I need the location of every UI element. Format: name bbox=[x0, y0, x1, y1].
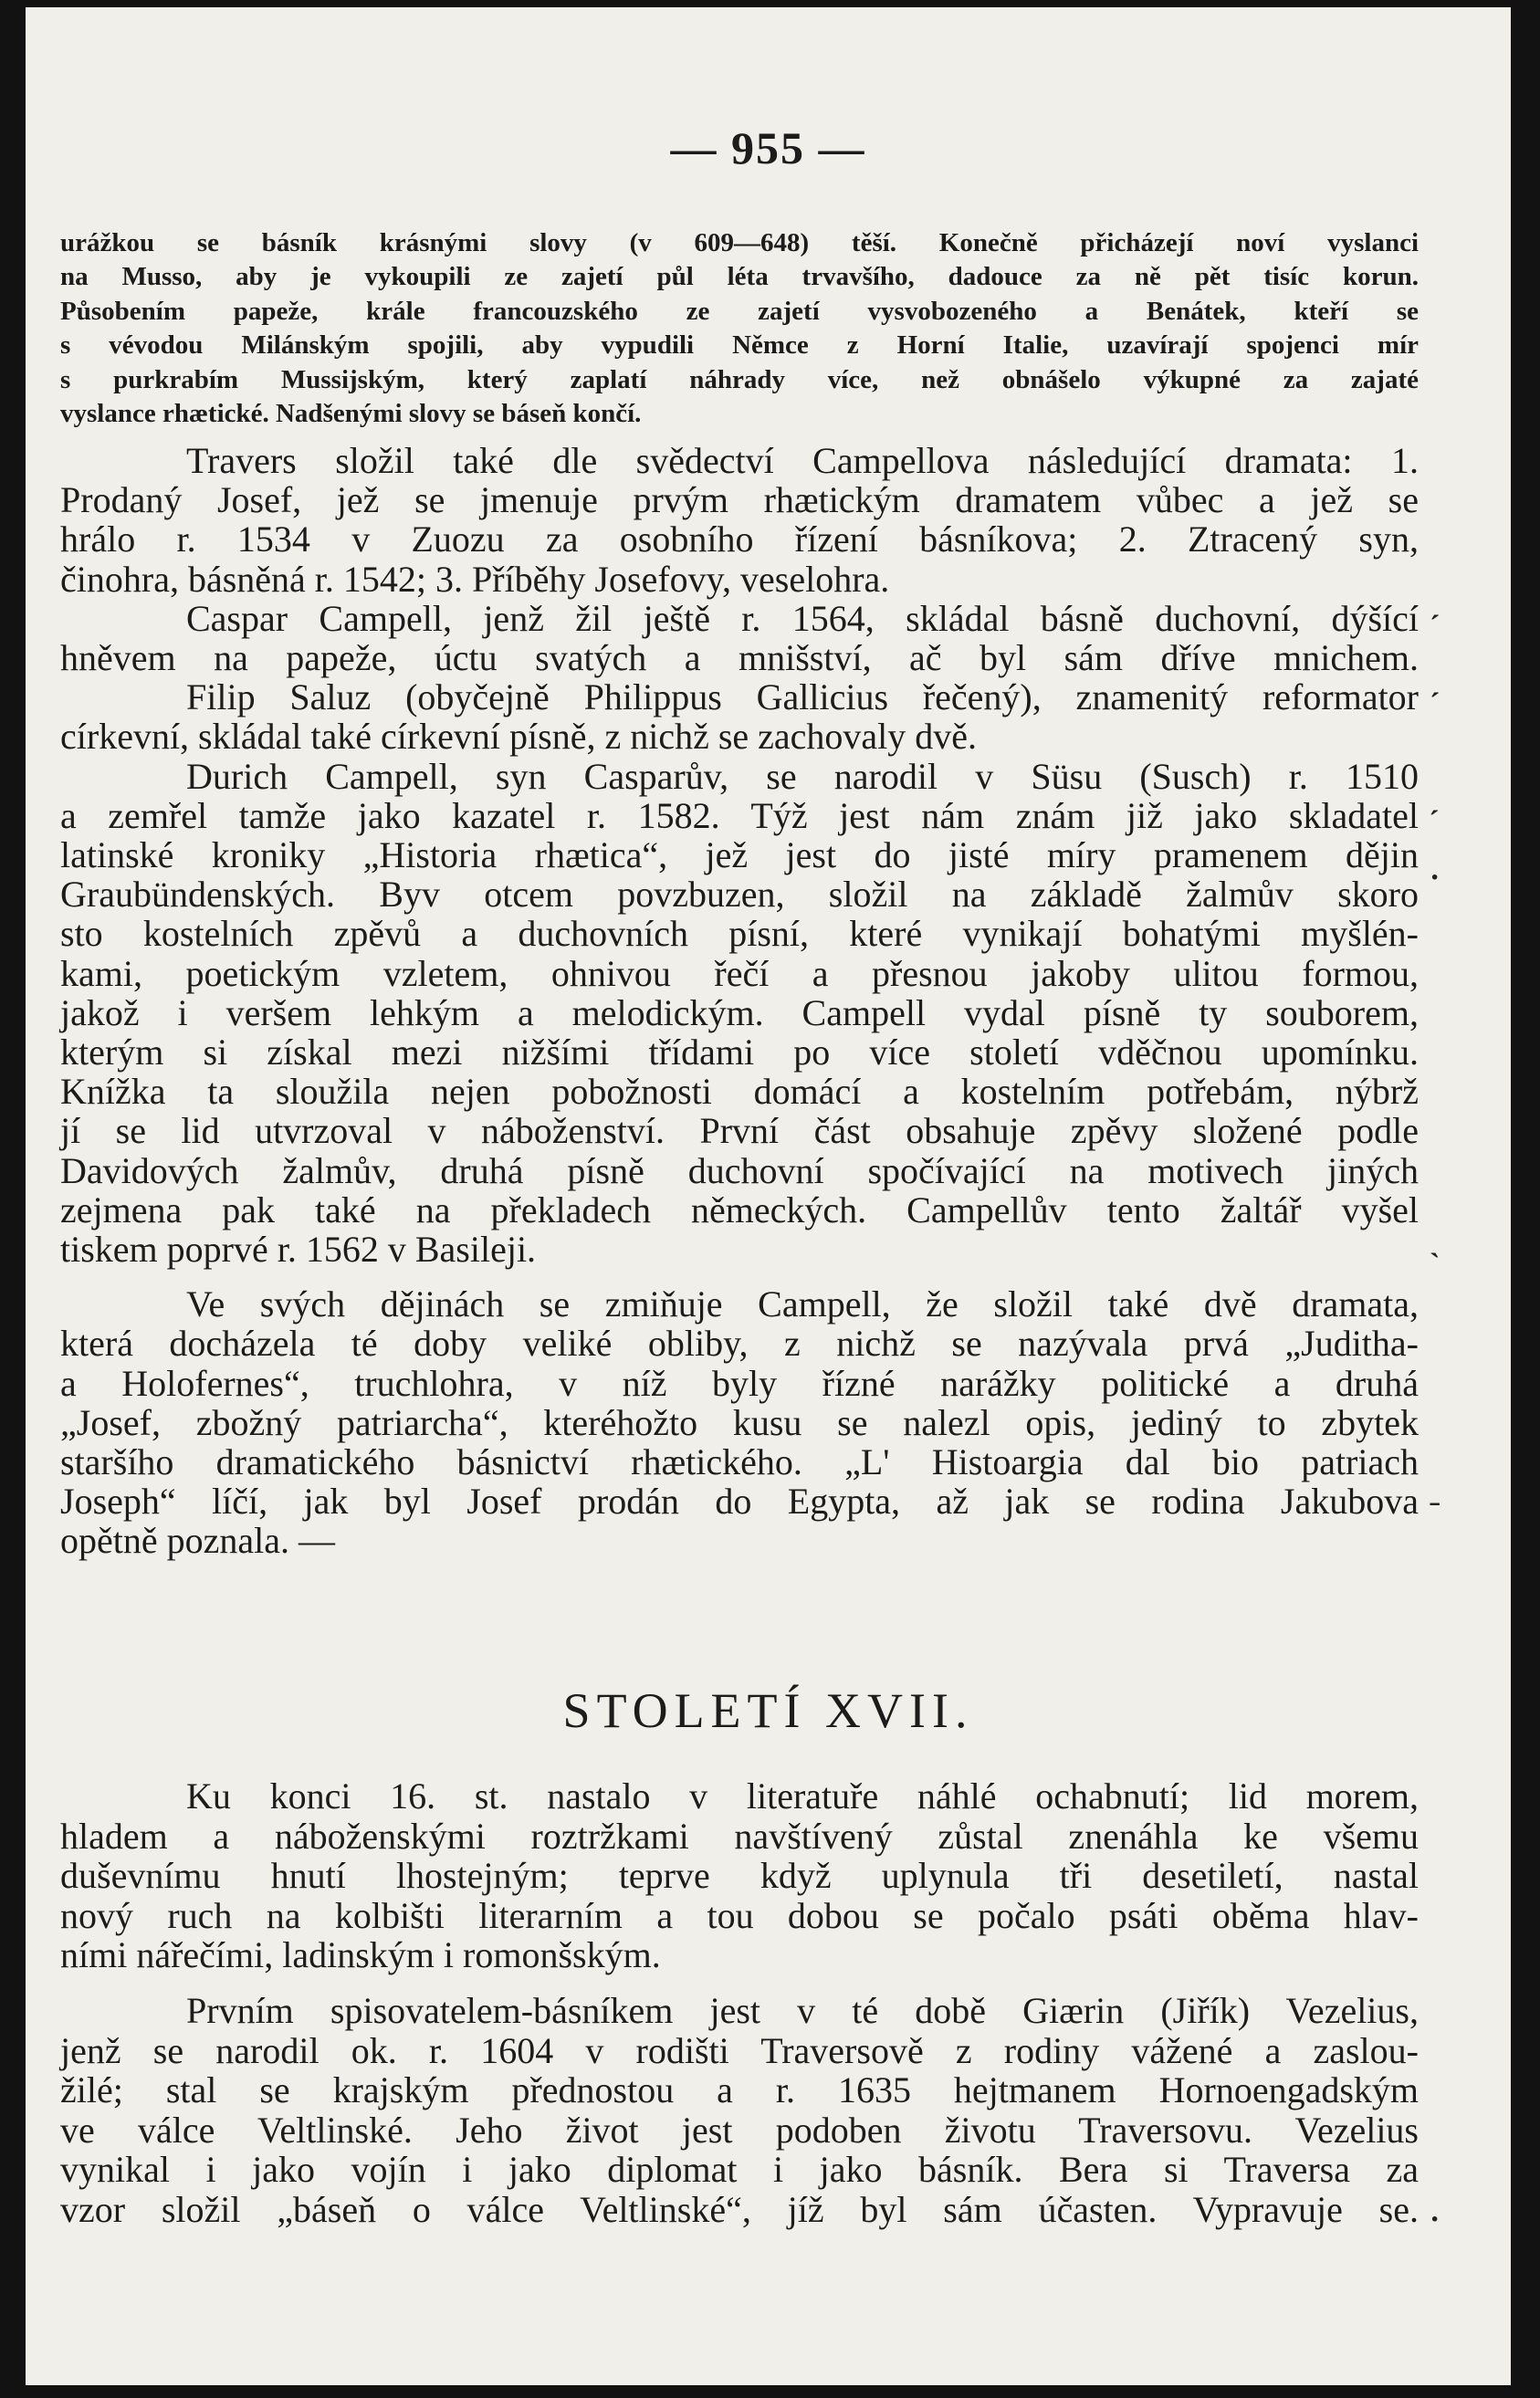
summary-paragraph bbox=[60, 226, 1419, 431]
text-line: a Holofernes“, truchlohra, v níž byly řízné narážky politické a druhá bbox=[60, 1362, 1419, 1404]
text-line: hrálo r. 1534 v Zuozu za osobního řízení básníkova; 2. Ztracený syn, bbox=[60, 518, 1419, 560]
page-number: — 955 — bbox=[670, 122, 866, 173]
margin-mark: · bbox=[1430, 2203, 1440, 2236]
text-line: Filip Saluz (obyčejně Philippus Gallicius řečený), znamenitý reformator bbox=[186, 676, 1419, 718]
text-line: vzor složil „báseň o válce Veltlinské“, jíž byl sám účasten. Vypravuje se. bbox=[60, 2188, 1419, 2230]
text-line: staršího dramatického básnictví rhætického. „L' Histoargia dal bio patriach bbox=[60, 1441, 1419, 1483]
text-line: a zemřel tamže jako kazatel r. 1582. Týž jest nám znám již jako skladatel bbox=[60, 794, 1419, 836]
text-line: jakož i veršem lehkým a melodickým. Campell vydal písně ty souborem, bbox=[60, 991, 1419, 1033]
text-line: opětně poznala. — bbox=[60, 1520, 335, 1562]
body-text bbox=[60, 441, 1419, 1561]
text-line: Durich Campell, syn Casparův, se narodil v Süsu (Susch) r. 1510 bbox=[186, 755, 1419, 797]
text-line: zejmena pak také na překladech německých. Campellův tento žaltář vyšel bbox=[60, 1189, 1419, 1230]
text-line: na Musso, aby je vykoupili ze zajetí půl léta trvavšího, dadouce za ně pět tisíc korun. bbox=[60, 262, 1419, 292]
text-line: kami, poetickým vzletem, ohnivou řečí a přesnou jakoby ulitou formou, bbox=[60, 952, 1419, 994]
text-line: Ku konci 16. st. nastalo v literatuře náhlé ochabnutí; lid morem, bbox=[186, 1775, 1419, 1817]
margin-mark: ˏ bbox=[1430, 781, 1440, 815]
text-line: tiskem poprvé r. 1562 v Basileji. bbox=[60, 1229, 537, 1271]
text-line: církevní, skládal také církevní písně, z nichž se zachovaly dvě. bbox=[60, 716, 978, 758]
text-line: urážkou se básník krásnými slovy (v 609—648) těší. Konečně přicházejí noví vyslanci bbox=[60, 228, 1419, 257]
text-line: nový ruch na kolbišti literarním a tou dobou se počalo psáti oběma hlav- bbox=[60, 1894, 1419, 1936]
text-line: Působením papeže, krále francouzského ze zajetí vysvobozeného a Benátek, kteří se bbox=[60, 296, 1419, 326]
text-line: s vévodou Milánským spojili, aby vypudili Němce z Horní Italie, uzavírají spojenci mír bbox=[60, 330, 1419, 361]
text-line: latinské kroniky „Historia rhætica“, jež jest do jisté míry pramenem dějin bbox=[60, 834, 1419, 876]
text-line: která docházela té doby veliké obliby, z nichž se nazývala prvá „Juditha- bbox=[60, 1323, 1419, 1365]
text-line: kterým si získal mezi nižšími třídami po více století vděčnou upomínku. bbox=[60, 1031, 1419, 1073]
section-body-text bbox=[60, 1776, 1419, 2230]
text-line: Davidových žalmův, druhá písně duchovní spočívající na motivech jiných bbox=[60, 1149, 1419, 1191]
margin-mark: ˍ bbox=[1430, 1474, 1440, 1508]
text-line: činohra, básněná r. 1542; 3. Příběhy Josefovy, veselohra. bbox=[60, 558, 890, 600]
text-line: Joseph“ líčí, jak byl Josef prodán do Egypta, až jak se rodina Jakubova bbox=[60, 1481, 1419, 1523]
text-line: s purkrabím Mussijským, který zaplatí náhrady více, než obnášelo výkupné za zajaté bbox=[60, 364, 1419, 394]
margin-mark: · bbox=[1430, 861, 1440, 895]
text-line: vynikal i jako vojín i jako diplomat i jako básník. Bera si Traversa za bbox=[60, 2149, 1419, 2191]
text-line: sto kostelních zpěvů a duchovních písní, které vynikají bohatými myšlén- bbox=[60, 913, 1419, 955]
section-heading: STOLETÍ XVII. bbox=[562, 1683, 974, 1738]
text-line: jí se lid utvrzoval v náboženství. První část obsahuje zpěvy složené podle bbox=[60, 1110, 1419, 1152]
text-line: Graubündenských. Byv otcem povzbuzen, složil na základě žalmův skoro bbox=[60, 874, 1419, 916]
text-line: Travers složil také dle svědectví Campellova následující dramata: 1. bbox=[186, 440, 1419, 481]
text-line: Ve svých dějinách se zmiňuje Campell, že složil také dvě dramata, bbox=[186, 1283, 1419, 1325]
text-line: žilé; stal se krajským přednostou a r. 1635 hejtmanem Hornoengadským bbox=[60, 2069, 1419, 2111]
margin-mark: ˊ bbox=[1430, 610, 1440, 644]
text-line: hladem a náboženskými roztržkami navštívený zůstal znenáhla ke všemu bbox=[60, 1815, 1419, 1857]
text-line: duševnímu hnutí lhostejným; teprve když uplynula tři desetiletí, nastal bbox=[60, 1855, 1419, 1897]
text-line: Caspar Campell, jenž žil ještě r. 1564, skládal básně duchovní, dýšící bbox=[186, 597, 1419, 639]
text-line: ve válce Veltlinské. Jeho život jest podoben životu Traversovu. Vezelius bbox=[60, 2109, 1419, 2151]
margin-mark: ˊ bbox=[1430, 687, 1440, 721]
text-line: Prvním spisovatelem-básníkem jest v té době Giærin (Jiřík) Vezelius, bbox=[186, 1989, 1419, 2031]
document-page bbox=[26, 7, 1511, 2385]
text-line: Knížka ta sloužila nejen pobožnosti domácí a kostelním potřebám, nýbrž bbox=[60, 1071, 1419, 1113]
text-line: vyslance rhætické. Nadšenými slovy se báseň končí. bbox=[60, 399, 642, 429]
text-line: ními nářečími, ladinským i romonšským. bbox=[60, 1934, 661, 1976]
margin-mark: ˎ bbox=[1430, 1224, 1440, 1258]
text-line: Prodaný Josef, jež se jmenuje prvým rhætickým dramatem vůbec a jež se bbox=[60, 479, 1419, 521]
text-line: „Josef, zbožný patriarcha“, kteréhožto kusu se nalezl opis, jediný to zbytek bbox=[60, 1401, 1419, 1443]
text-line: hněvem na papeže, úctu svatých a mnišství, ač byl sám dříve mnichem. bbox=[60, 637, 1419, 679]
text-line: jenž se narodil ok. r. 1604 v rodišti Traversově z rodiny vážené a zaslou- bbox=[60, 2029, 1419, 2071]
